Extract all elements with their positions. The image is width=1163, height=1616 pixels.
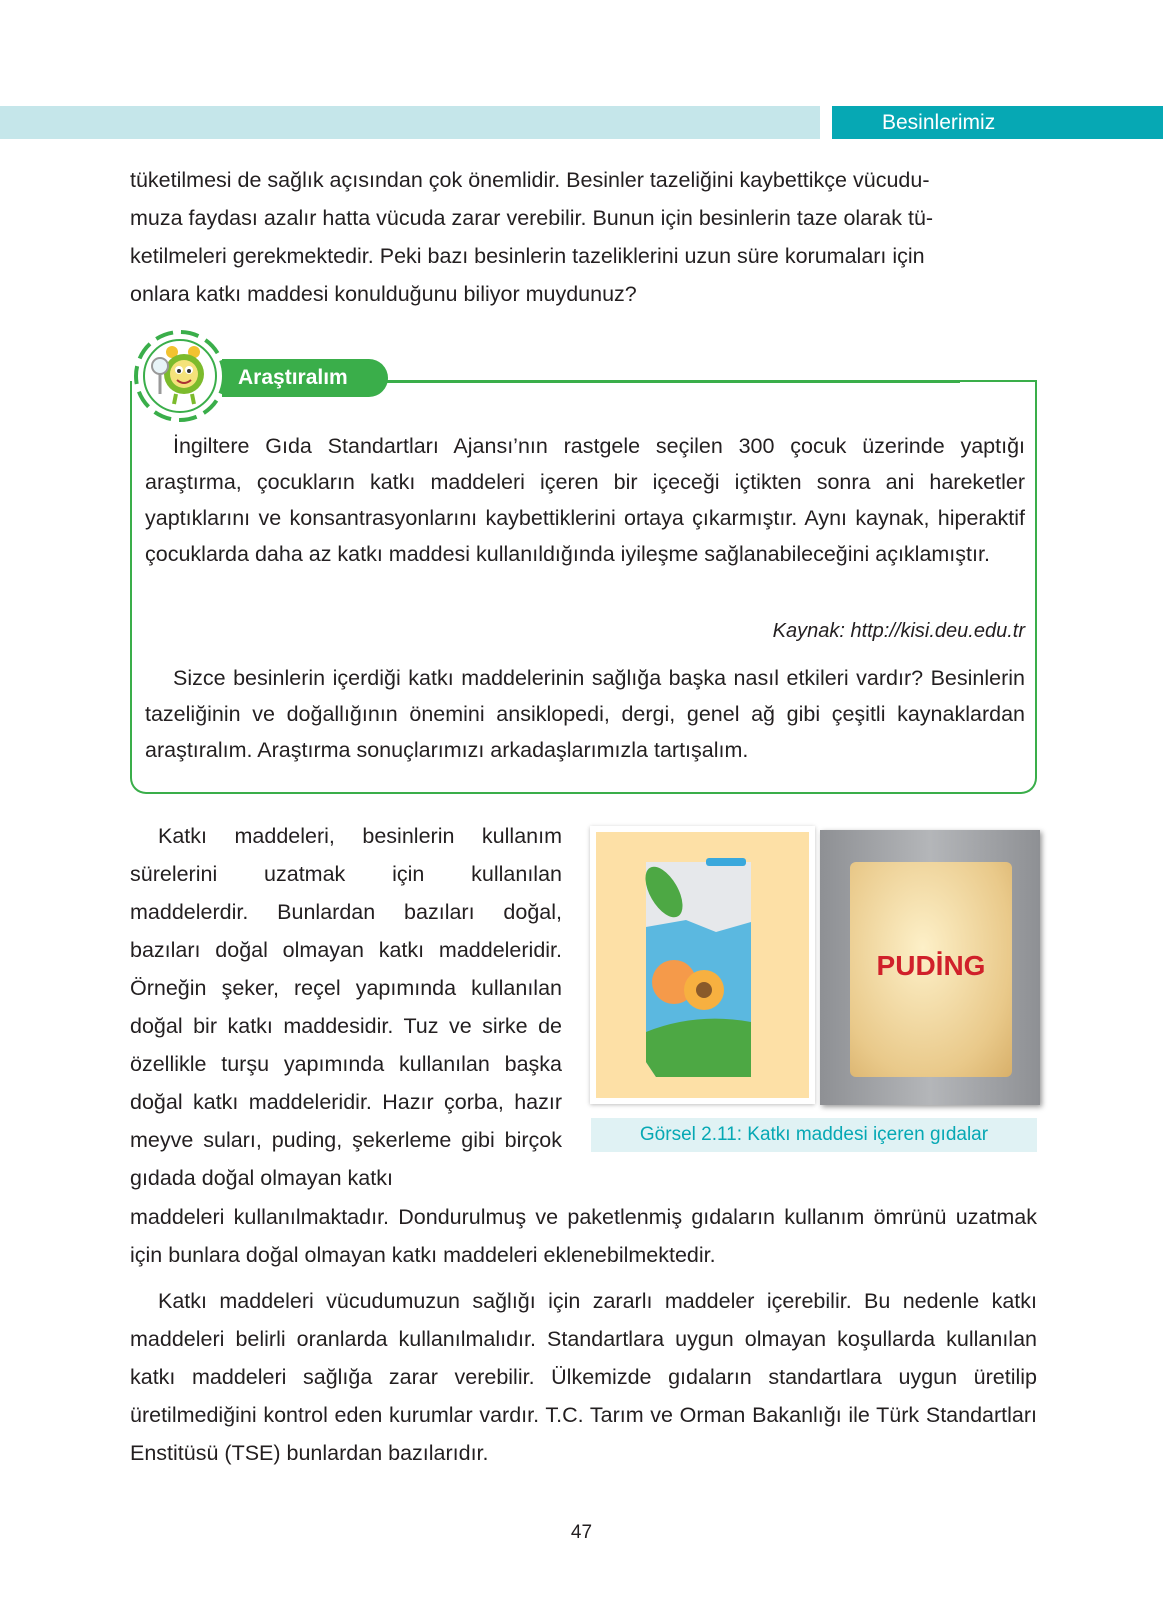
column-paragraph: Katkı maddeleri, besinlerin kullanım sürelerini uzatmak için kullanılan maddelerdir. Bunlardan bazıları doğal, bazıları doğal olmayan katkı maddeleridir. Örneğin şeker, reçel yapımında kullanılan doğal bir katkı maddesidir. Tuz ve sirke de özellikle turşu yapımında kullanılan başka doğal katkı maddeleridir. Hazır çorba, hazır meyve suları, puding, şekerleme gibi birçok gıdada doğal olmayan katkı xyxy=(130,824,562,1190)
box-paragraph-1: İngiltere Gıda Standartları Ajansı’nın rastgele seçilen 300 çocuk üzerinde yaptığı araştırma, çocukların katkı maddeleri içeren bir içeceği içtikten sonra ani hareketler yaptıklarını ve konsantrasyonlarını kaybettiklerini ortaya çıkarmıştır. Aynı kaynak, hiperaktif çocuklarda daha az katkı maddesi kullanıldığında iyileşme sağlanabileceğini açıklamıştır. xyxy=(145,434,1025,566)
source-citation: Kaynak: http://kisi.deu.edu.tr xyxy=(772,620,1025,642)
figure-caption: Görsel 2.11: Katkı maddesi içeren gıdalar xyxy=(591,1118,1037,1152)
page-number: 47 xyxy=(570,1522,593,1543)
closing-paragraph: Katkı maddeleri vücudumuzun sağlığı için zararlı maddeler içerebilir. Bu nedenle katkı maddeleri belirli oranlarda kullanılmalıdır. Standartlara uygun olmayan koşullarda kullanılan katkı maddeleri sağlığa zarar verebilir. Ülkemizde gıdaların standartlara uygun üretilip üretilmediğini kontrol eden kurumlar vardır. T.C. Tarım ve Orman Bakanlığı ile Türk Standartları Enstitüsü (TSE) bunlardan bazılarıdır. xyxy=(130,1289,1037,1465)
juice-carton-icon xyxy=(596,832,809,1098)
pudding-bag-image xyxy=(820,830,1040,1105)
box-title: Araştıralım xyxy=(222,359,388,397)
continued-paragraph: maddeleri kullanılmaktadır. Dondurulmuş ve paketlenmiş gıdaların kullanım ömrünü uzatmak için bunlara doğal olmayan katkı maddeleri eklenebilmektedir. xyxy=(130,1205,1037,1267)
bag-label: PUDİNG xyxy=(876,950,986,981)
section-title: Besinlerimiz xyxy=(832,106,1163,139)
box-top-line xyxy=(360,380,960,383)
pudding-bag xyxy=(850,862,1012,1077)
box-corner xyxy=(1035,380,1037,400)
juice-carton-image xyxy=(590,826,815,1104)
box-paragraph-2: Sizce besinlerin içerdiği katkı maddelerinin sağlığa başka nasıl etkileri vardır? Besinlerin tazeliğinin ve doğallığının önemini ansiklopedi, dergi, genel ağ gibi çeşitli kaynaklardan araştıralım. Araştırma sonuçlarımızı arkadaşlarımızla tartışalım. xyxy=(145,666,1025,762)
clock-mascot-icon xyxy=(134,330,226,422)
header-band xyxy=(0,106,820,139)
box-top-line-end xyxy=(960,380,1037,382)
